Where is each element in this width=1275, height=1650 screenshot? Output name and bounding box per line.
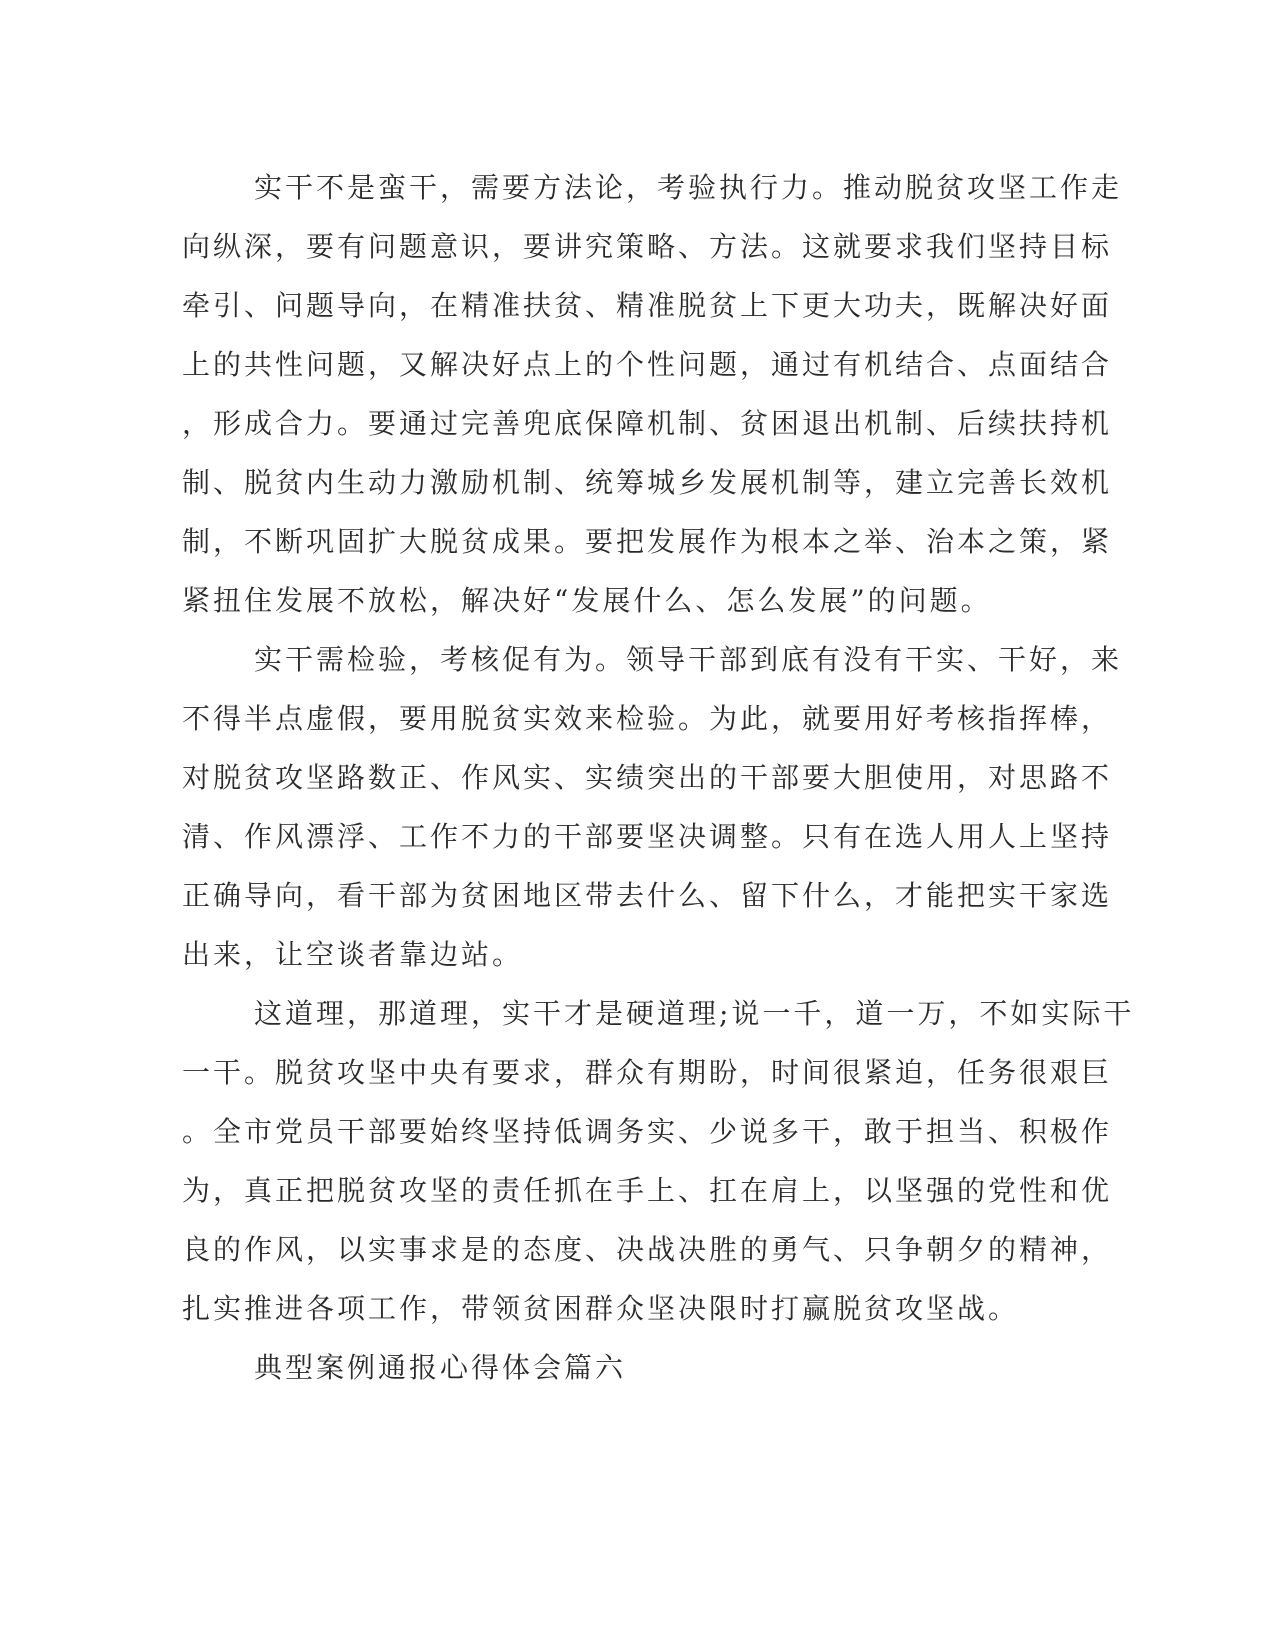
paragraph-3 (182, 984, 1135, 1338)
paragraph-line: 紧扭住发展不放松，解决好“发展什么、怎么发展”的问题。 (182, 584, 992, 617)
section-heading (182, 1338, 1062, 1397)
paragraph-line: 向纵深，要有问题意识，要讲究策略、方法。这就要求我们坚持目标 (182, 230, 1113, 263)
document-body (182, 158, 1135, 1397)
paragraph-1 (182, 158, 1123, 630)
paragraph-line: 清、作风漂浮、工作不力的干部要坚决调整。只有在选人用人上坚持 (182, 820, 1113, 853)
paragraph-line: 正确导向，看干部为贫困地区带去什么、留下什么，才能把实干家选 (182, 879, 1113, 912)
paragraph-line: 对脱贫攻坚路数正、作风实、实绩突出的干部要大胆使用，对思路不 (182, 761, 1113, 794)
paragraph-line: ，形成合力。要通过完善兜底保障机制、贫困退出机制、后续扶持机 (182, 407, 1113, 440)
paragraph-line: 牵引、问题导向，在精准扶贫、精准脱贫上下更大功夫，既解决好面 (182, 289, 1113, 322)
paragraph-line: 不得半点虚假，要用脱贫实效来检验。为此，就要用好考核指挥棒， (182, 702, 1113, 735)
paragraph-line: 良的作风，以实事求是的态度、决战决胜的勇气、只争朝夕的精神， (182, 1233, 1113, 1266)
paragraph-line: 制、脱贫内生动力激励机制、统筹城乡发展机制等，建立完善长效机 (182, 466, 1113, 499)
paragraph-line: 制，不断巩固扩大脱贫成果。要把发展作为根本之举、治本之策，紧 (182, 525, 1113, 558)
paragraph-line: 一干。脱贫攻坚中央有要求，群众有期盼，时间很紧迫，任务很艰巨 (182, 1056, 1113, 1089)
paragraph-line: 上的共性问题，又解决好点上的个性问题，通过有机结合、点面结合 (182, 348, 1113, 381)
paragraph-line: 出来，让空谈者靠边站。 (182, 938, 524, 971)
paragraph-line: 为，真正把脱贫攻坚的责任抓在手上、扛在肩上，以坚强的党性和优 (182, 1174, 1113, 1207)
paragraph-line: 这道理，那道理，实干才是硬道理;说一千，道一万，不如实际干 (254, 997, 1135, 1030)
paragraph-line: 实干不是蛮干，需要方法论，考验执行力。推动脱贫攻坚工作走 (254, 171, 1123, 204)
paragraph-line: 扎实推进各项工作，带领贫困群众坚决限时打赢脱贫攻坚战。 (182, 1292, 1020, 1325)
paragraph-2 (182, 630, 1123, 984)
section-heading-text: 典型案例通报心得体会篇六 (254, 1351, 627, 1384)
paragraph-line: 实干需检验，考核促有为。领导干部到底有没有干实、干好，来 (254, 643, 1123, 676)
paragraph-line: 。全市党员干部要始终坚持低调务实、少说多干，敢于担当、积极作 (182, 1115, 1113, 1148)
